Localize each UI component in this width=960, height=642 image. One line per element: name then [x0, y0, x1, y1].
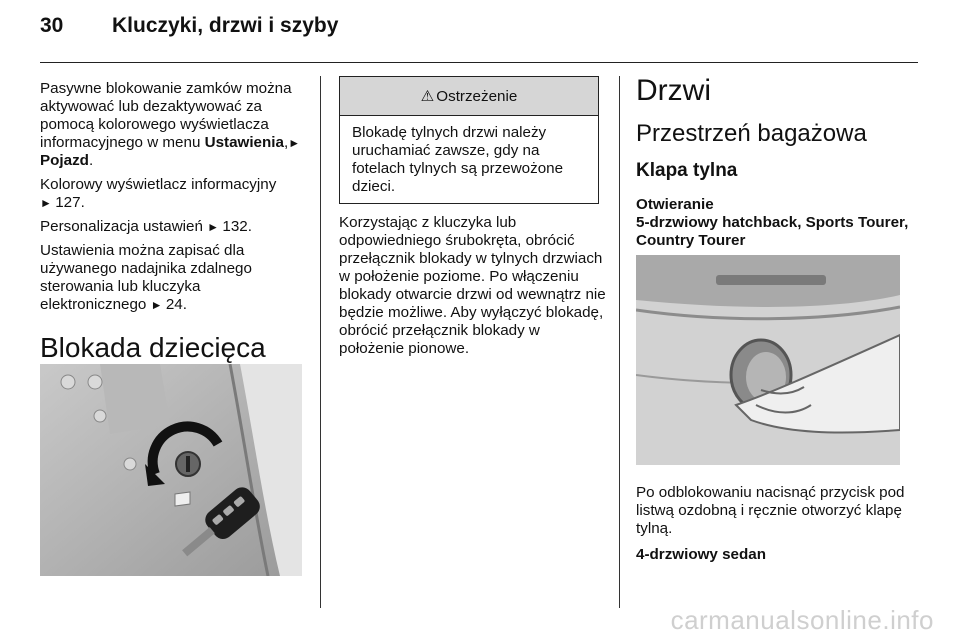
heading-opening: Otwieranie: [636, 196, 714, 213]
menu-settings-label: Ustawienia: [204, 134, 284, 151]
warning-title: Ostrzeżenie: [436, 87, 518, 105]
paragraph-display-ref: Kolorowy wyświetlacz informacyjny ► 127.: [40, 176, 277, 211]
paragraph-settings-save: Ustawienia można zapisać dla używanego nadajnika zdalnego sterowania lub kluczyka elektronicznego ► 24.: [40, 242, 252, 313]
child-lock-illustration: [40, 364, 302, 576]
warning-box: [339, 76, 599, 204]
heading-hatchback-variants: 5-drzwiowy hatchback, Sports Tourer, Country Tourer: [636, 214, 909, 249]
section-heading-child-lock: Blokada dziecięca: [40, 332, 266, 363]
column-divider-2: [619, 76, 620, 608]
page-ref-arrow-icon: ►: [150, 298, 163, 312]
watermark-text: carmanualsonline.info: [670, 605, 934, 635]
page-ref-arrow-icon: ►: [40, 196, 52, 210]
heading-sedan: 4-drzwiowy sedan: [636, 546, 766, 563]
page-number: 30: [40, 14, 64, 37]
column-right-lower: [636, 484, 916, 564]
heading-doors: Drzwi: [636, 74, 711, 107]
page-ref-arrow-icon: ►: [207, 220, 220, 234]
warning-triangle-icon: ⚠: [420, 88, 435, 105]
page-ref-link[interactable]: 127: [55, 194, 81, 211]
menu-arrow-icon: ►: [288, 136, 301, 150]
column-middle: [339, 214, 607, 364]
tailgate-illustration: [636, 255, 900, 465]
heading-luggage-space: Przestrzeń bagażowa: [636, 120, 867, 147]
paragraph-child-lock-instructions: Korzystając z kluczyka lub odpowiedniego śrubokręta, obrócić przełącznik blokady w tylnych drzwiach w położenie poziome. Po włączeniu blokady otwarcie drzwi od wewnątrz nie będzie możliwe. Aby wyłączyć blokadę, obrócić przełącznik blokady w położenie pionowe.: [339, 214, 606, 357]
column-left: [40, 80, 310, 396]
page-ref-link[interactable]: 132: [222, 218, 248, 235]
column-right: [636, 74, 916, 250]
page-ref-link[interactable]: 24: [165, 296, 183, 313]
paragraph-personalization-ref: Personalizacja ustawień ► 132.: [40, 218, 252, 235]
page-title: Kluczyki, drzwi i szyby: [112, 14, 339, 37]
header-rule: [40, 62, 918, 63]
warning-header: [340, 77, 598, 116]
paragraph-passive-locking: Pasywne blokowanie zamków można aktywować lub dezaktywować za pomocą kolorowego wyświetlacza informacyjnego w menu Ustawienia,►Pojazd.: [40, 80, 301, 169]
column-divider-1: [320, 76, 321, 608]
heading-tailgate: Klapa tylna: [636, 160, 738, 181]
paragraph-tailgate-open: Po odblokowaniu nacisnąć przycisk pod listwą ozdobną i ręcznie otworzyć klapę tylną.: [636, 484, 905, 537]
menu-vehicle-label: Pojazd: [40, 152, 89, 169]
warning-body: Blokadę tylnych drzwi należy uruchamiać zawsze, gdy na fotelach tylnych są przewożone dzieci.: [352, 124, 564, 195]
